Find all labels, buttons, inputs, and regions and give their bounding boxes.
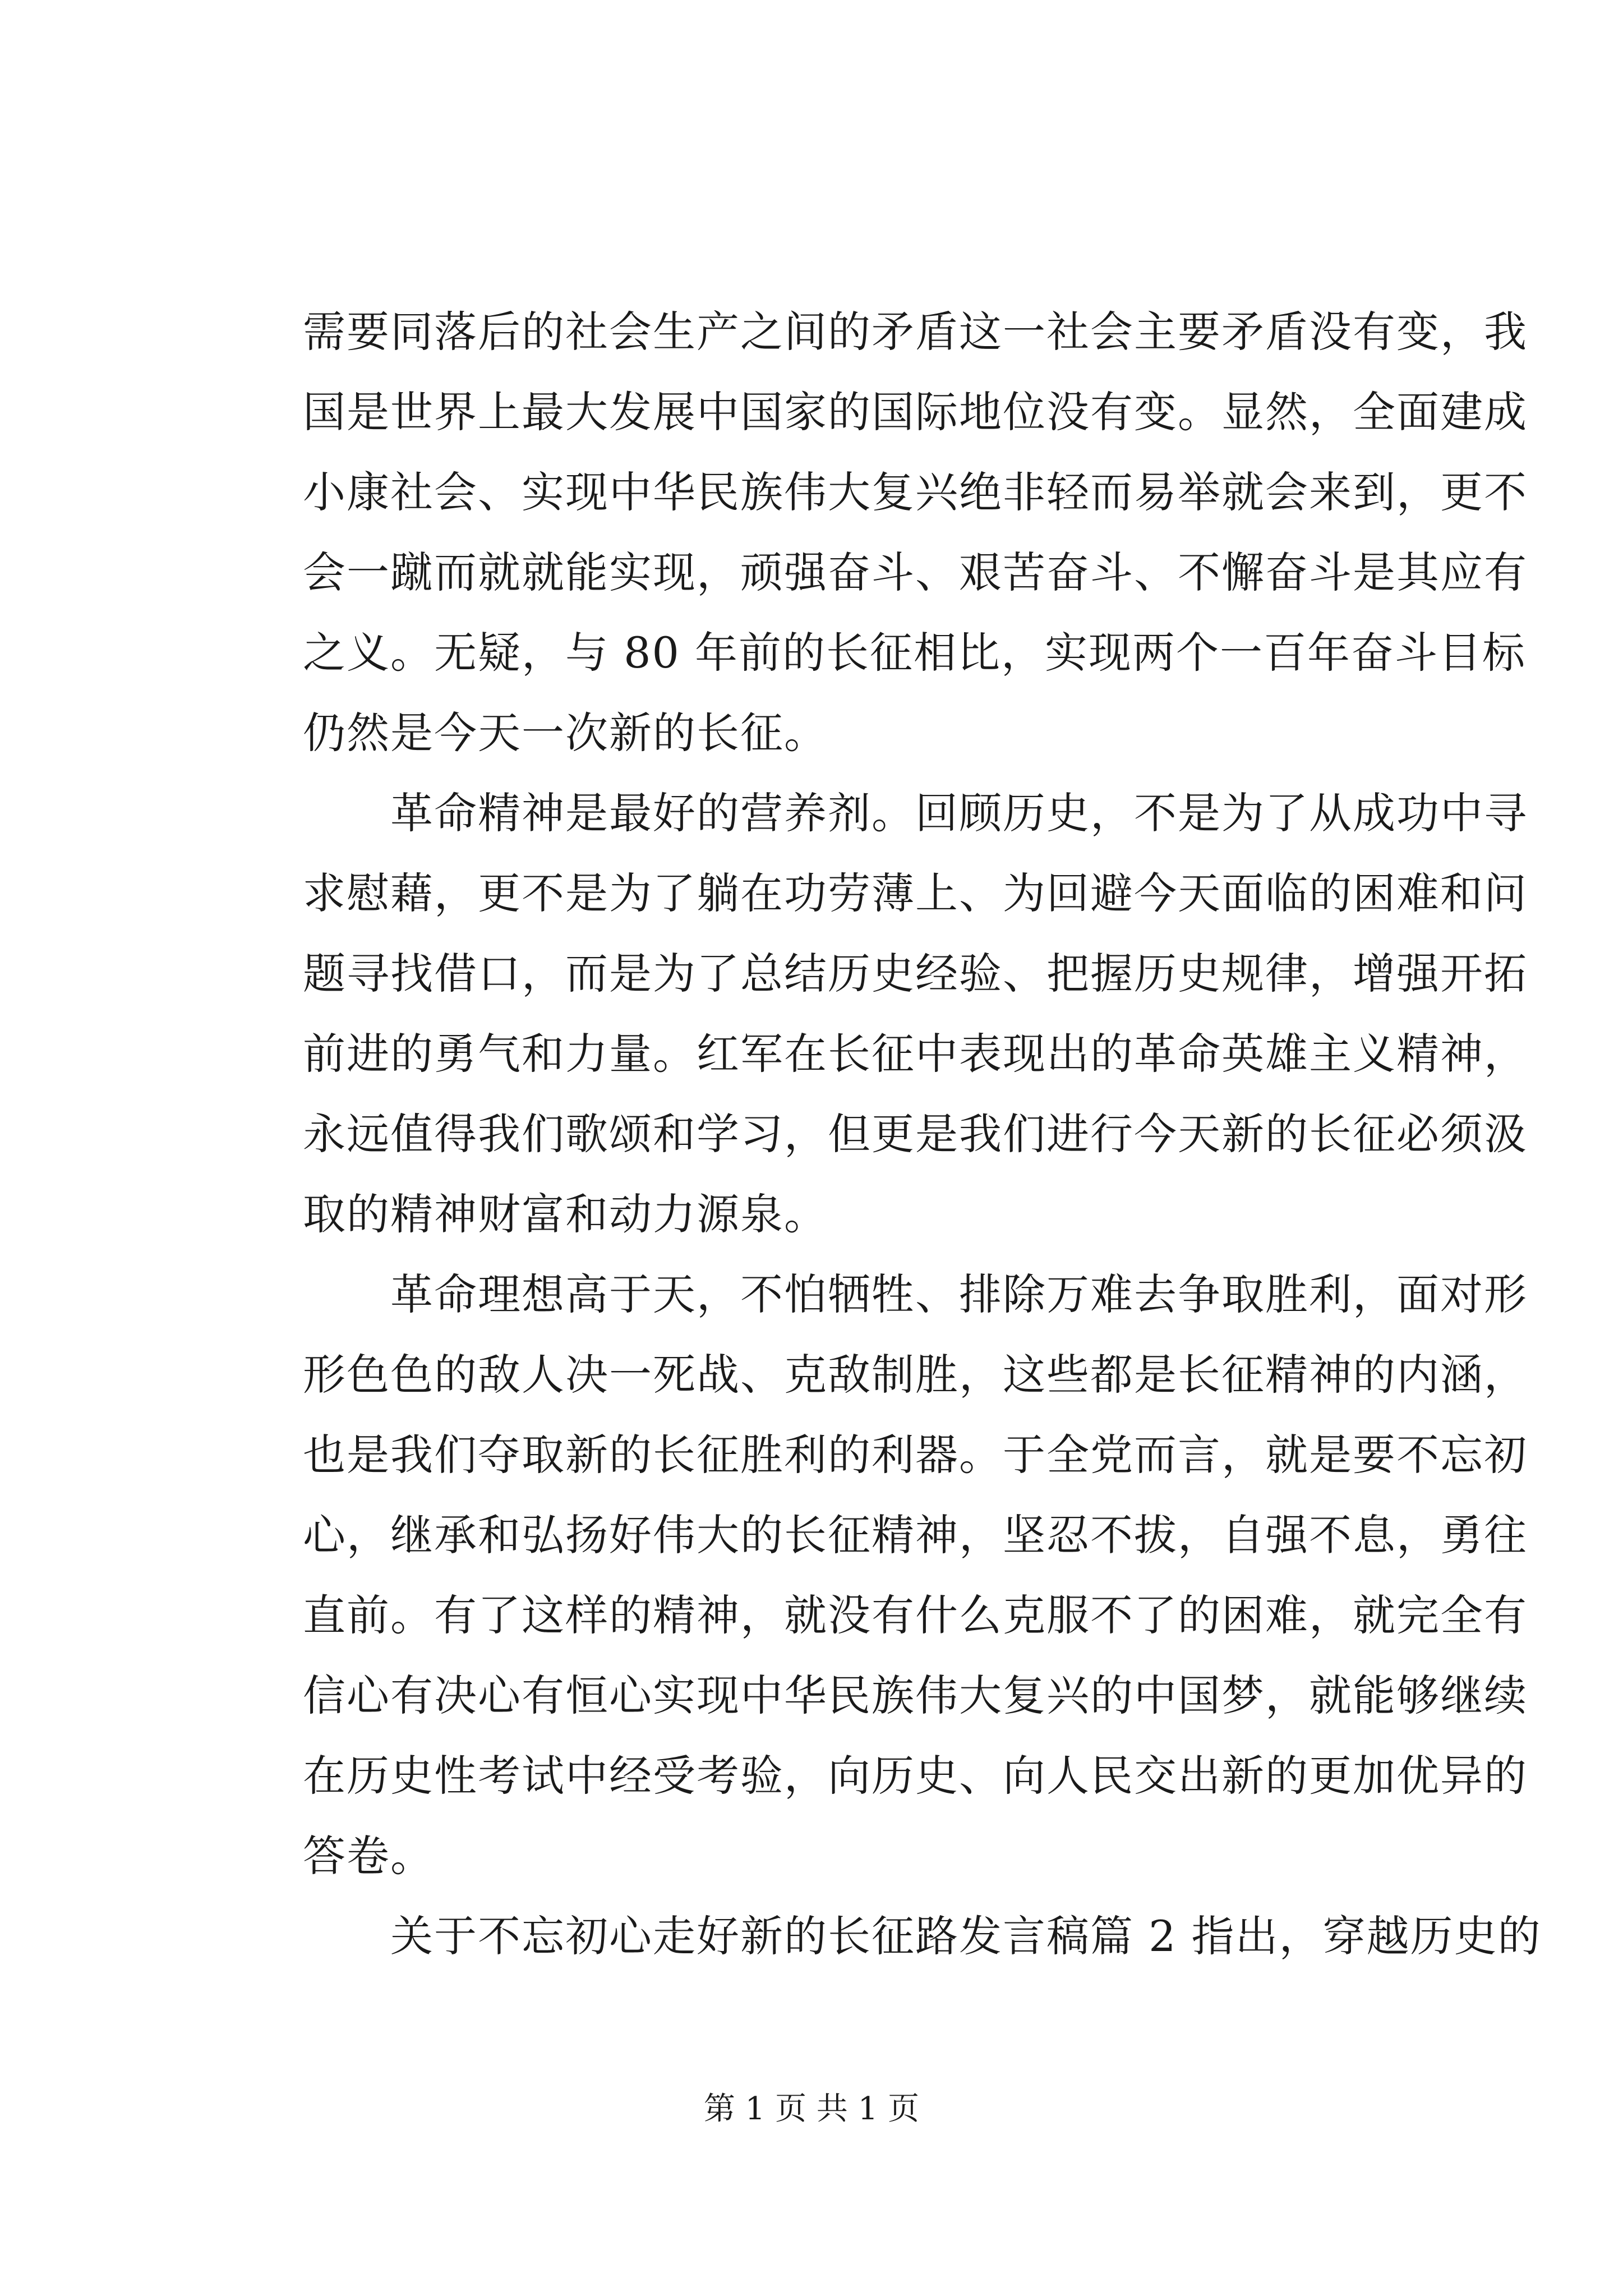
text-line: 仍然是今天一次新的长征。 <box>303 708 828 758</box>
text-line: 之义。无疑，与 80 年前的长征相比，实现两个一百年奋斗目标 <box>303 628 1527 678</box>
page-number-label: 第 1 页 共 1 页 <box>703 2091 920 2127</box>
text-line: 取的精神财富和动力源泉。 <box>303 1189 828 1239</box>
text-line: 永远值得我们歌颂和学习，但更是我们进行今天新的长征必须汲 <box>303 1109 1528 1159</box>
text-line: 小康社会、实现中华民族伟大复兴绝非轻而易举就会来到，更不 <box>303 467 1528 517</box>
text-line: 革命理想高于天，不怕牺牲、排除万难去争取胜利，面对形 <box>303 1269 1528 1319</box>
text-line: 求慰藉，更不是为了躺在功劳薄上、为回避今天面临的困难和问 <box>303 868 1528 918</box>
text-line: 革命精神是最好的营养剂。回顾历史，不是为了从成功中寻 <box>303 788 1528 838</box>
text-line: 心，继承和弘扬好伟大的长征精神，坚忍不拔，自强不息，勇往 <box>303 1510 1528 1560</box>
text-line: 信心有决心有恒心实现中华民族伟大复兴的中国梦，就能够继续 <box>303 1671 1528 1720</box>
text-line: 也是我们夺取新的长征胜利的利器。于全党而言，就是要不忘初 <box>303 1430 1528 1480</box>
text-line: 国是世界上最大发展中国家的国际地位没有变。显然，全面建成 <box>303 387 1528 437</box>
text-line: 关于不忘初心走好新的长征路发言稿篇 2 指出，穿越历史的 <box>303 1911 1542 1961</box>
text-line: 需要同落后的社会生产之间的矛盾这一社会主要矛盾没有变，我 <box>303 307 1528 357</box>
page-footer <box>0 2087 1623 2132</box>
text-line: 形色色的敌人决一死战、克敌制胜，这些都是长征精神的内涵， <box>303 1350 1528 1400</box>
text-line: 直前。有了这样的精神，就没有什么克服不了的困难，就完全有 <box>303 1590 1528 1640</box>
document-body <box>303 292 1542 1976</box>
text-line: 前进的勇气和力量。红军在长征中表现出的革命英雄主义精神， <box>303 1029 1528 1079</box>
text-line: 答卷。 <box>303 1831 434 1881</box>
text-line: 在历史性考试中经受考验，向历史、向人民交出新的更加优异的 <box>303 1751 1528 1801</box>
text-line: 会一蹴而就就能实现，顽强奋斗、艰苦奋斗、不懈奋斗是其应有 <box>303 547 1528 597</box>
text-line: 题寻找借口，而是为了总结历史经验、把握历史规律，增强开拓 <box>303 949 1528 999</box>
